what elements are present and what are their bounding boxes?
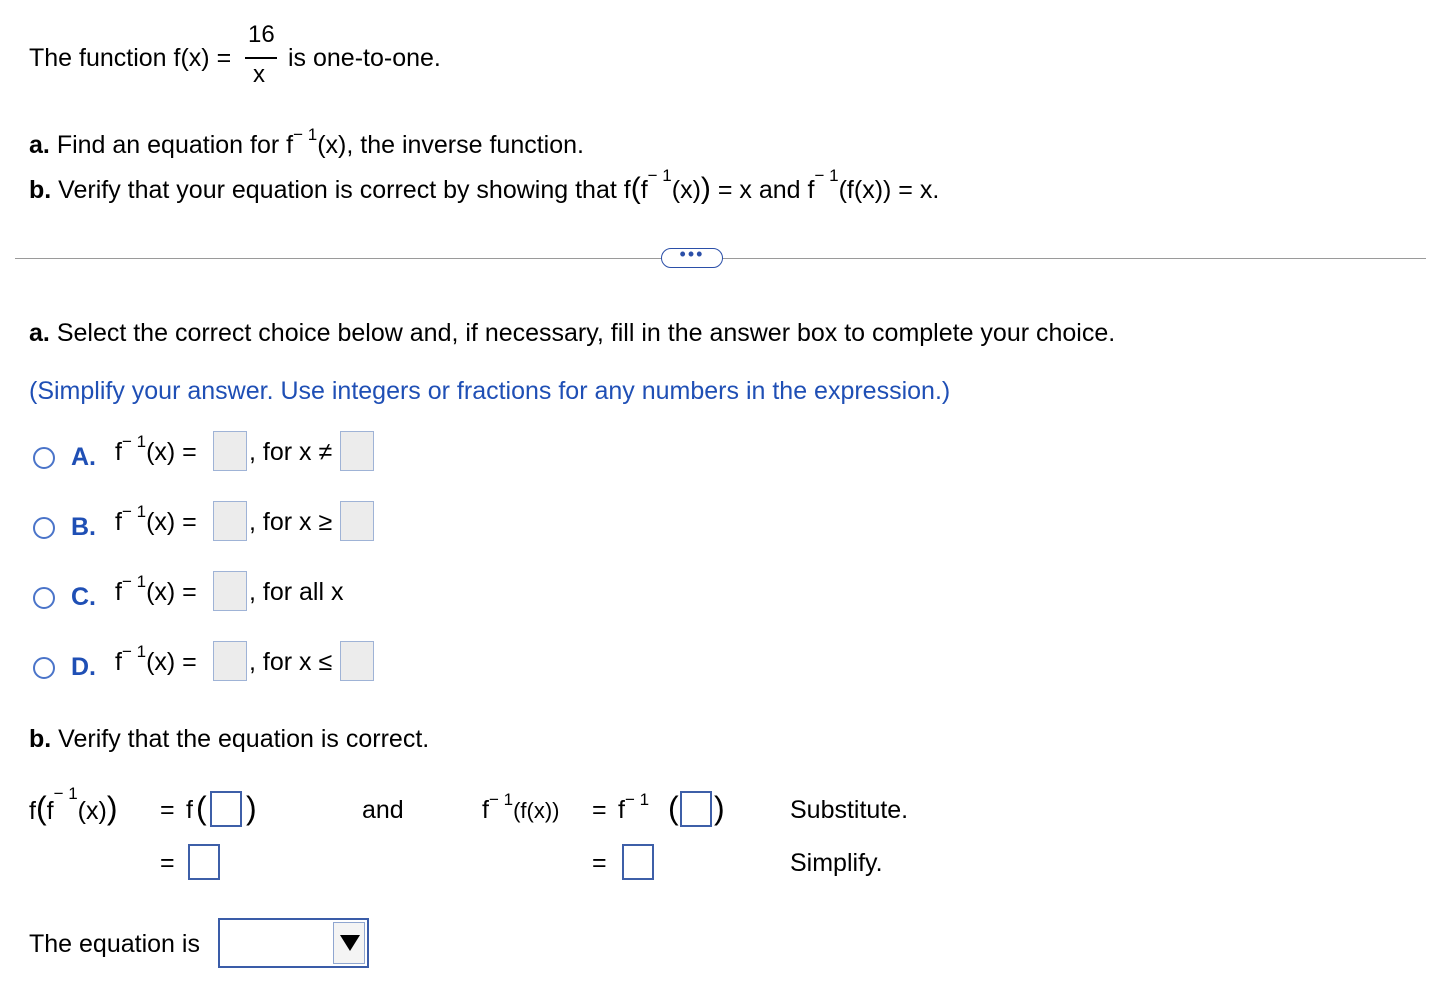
choice-d-condition-box[interactable] (340, 641, 374, 681)
problem-part-a (29, 125, 584, 160)
inverse-exponent: − 1 (814, 166, 839, 185)
verify-left-f: f (29, 797, 36, 825)
choice-a-letter[interactable]: A. (71, 443, 96, 471)
inverse-exponent: − 1 (647, 166, 672, 185)
choice-b-radio[interactable] (33, 517, 55, 539)
choice-b-answer-box[interactable] (213, 501, 247, 541)
verify-right-rhs-exp: − 1 (624, 790, 650, 809)
choice-d-lhs (115, 642, 197, 677)
problem-part-a-text: Find an equation for f (56, 131, 294, 159)
choice-d-condition: , for x ≤ (249, 648, 333, 676)
choice-b-condition-box[interactable] (340, 501, 374, 541)
intro-suffix: is one-to-one. (288, 44, 441, 72)
verify-left-inner-f: f (46, 797, 54, 825)
problem-part-b-text: Verify that your equation is correct by showing that f (58, 176, 631, 204)
choice-a-condition-box[interactable] (340, 431, 374, 471)
verify-left-equals-2: = (160, 849, 175, 877)
verify-left-arg: (x) (77, 797, 107, 825)
verify-right-arg: (f(x)) (513, 798, 560, 823)
verify-left-close-paren: ) (246, 790, 257, 826)
verify-right-rhs (618, 790, 650, 825)
choice-b-letter[interactable]: B. (71, 513, 96, 541)
choice-d-f: f (115, 648, 122, 676)
verify-left-open-paren: ( (196, 790, 207, 826)
choice-c-answer-box[interactable] (213, 571, 247, 611)
choice-a-exp: − 1 (121, 432, 147, 451)
choice-d-arg: (x) = (146, 648, 197, 676)
verify-left-expression: $f(f^{- 1}(x))$ (29, 784, 118, 826)
problem-part-b: b. Verify that your equation is correct by showing that $f(f^{- 1}(x)) = x$ and $f^{- 1}(f(x)) = x$. (29, 166, 940, 205)
choice-b-lhs (115, 502, 197, 537)
verify-right-rhs-f: f (618, 796, 625, 824)
choice-b-f: f (115, 508, 122, 536)
problem-part-a-tail: (x), the inverse function. (317, 131, 584, 159)
choice-b-condition: , for x ≥ (249, 508, 333, 536)
verify-right-close-paren: ) (714, 790, 725, 826)
step-simplify: Simplify. (790, 849, 883, 877)
choice-a-answer-box[interactable] (213, 431, 247, 471)
dropdown-arrow-button[interactable] (333, 922, 365, 964)
choice-d-radio[interactable] (33, 657, 55, 679)
verify-left-substitute-box[interactable] (210, 791, 242, 827)
verify-right-expression (482, 790, 560, 825)
question-part-a-label: a. (29, 319, 50, 347)
choice-a-radio[interactable] (33, 447, 55, 469)
verify-right-exp: − 1 (488, 790, 514, 809)
choice-c-condition: , for all x (249, 578, 344, 606)
verify-right-substitute-box[interactable] (680, 791, 712, 827)
question-part-b-text: Verify that the equation is correct. (58, 725, 430, 753)
choice-b-exp: − 1 (121, 502, 147, 521)
verify-left-rhs-f: f (186, 796, 193, 824)
verify-right-equals-1: = (592, 796, 607, 824)
problem-part-b-mid: (x) (671, 176, 701, 204)
hint-text: (Simplify your answer. Use integers or fractions for any numbers in the expression.) (29, 377, 951, 405)
fraction-denominator: x (253, 61, 265, 88)
choice-d-answer-box[interactable] (213, 641, 247, 681)
verify-right-f: f (482, 796, 489, 824)
verify-left-exp: − 1 (53, 784, 78, 803)
choice-d-exp: − 1 (121, 642, 147, 661)
choice-c-exp: − 1 (121, 572, 147, 591)
choice-c-radio[interactable] (33, 587, 55, 609)
choice-b-arg: (x) = (146, 508, 197, 536)
question-part-b-label: b. (29, 725, 52, 753)
choice-d-letter[interactable]: D. (71, 653, 96, 681)
question-part-a-text: Select the correct choice below and, if necessary, fill in the answer box to complete your choice. (56, 319, 1116, 347)
problem-part-a-label: a. (29, 131, 50, 159)
equation-is-label: The equation is (29, 930, 200, 958)
intro-prefix: The function f(x) = (29, 44, 232, 72)
dropdown-triangle-icon (340, 935, 360, 951)
choice-c-letter[interactable]: C. (71, 583, 96, 611)
inverse-exponent: − 1 (293, 125, 318, 144)
problem-part-b-tail: = x and f (717, 176, 815, 204)
verify-right-simplify-box[interactable] (622, 844, 654, 880)
verify-right-equals-2: = (592, 849, 607, 877)
problem-part-b-end: (f(x)) = x. (838, 176, 940, 204)
step-substitute: Substitute. (790, 796, 909, 824)
choice-c-f: f (115, 578, 122, 606)
choice-a-arg: (x) = (146, 438, 197, 466)
verify-right-open-paren: ( (668, 790, 679, 826)
choice-a-condition: , for x ≠ (249, 438, 333, 466)
fraction-bar (245, 57, 277, 59)
verify-left-simplify-box[interactable] (188, 844, 220, 880)
problem-part-b-label: b. (29, 176, 52, 204)
verify-left-equals-1: = (160, 796, 175, 824)
choice-c-lhs (115, 572, 197, 607)
more-options-button[interactable]: ••• (661, 248, 723, 268)
equation-status-select[interactable] (218, 918, 369, 968)
question-part-b-instruction (29, 725, 429, 754)
fraction-numerator: 16 (248, 21, 275, 48)
choice-a-f: f (115, 438, 122, 466)
verify-and: and (362, 796, 404, 824)
question-part-a-instruction (29, 319, 1115, 348)
choice-a-lhs (115, 432, 197, 467)
choice-c-arg: (x) = (146, 578, 197, 606)
